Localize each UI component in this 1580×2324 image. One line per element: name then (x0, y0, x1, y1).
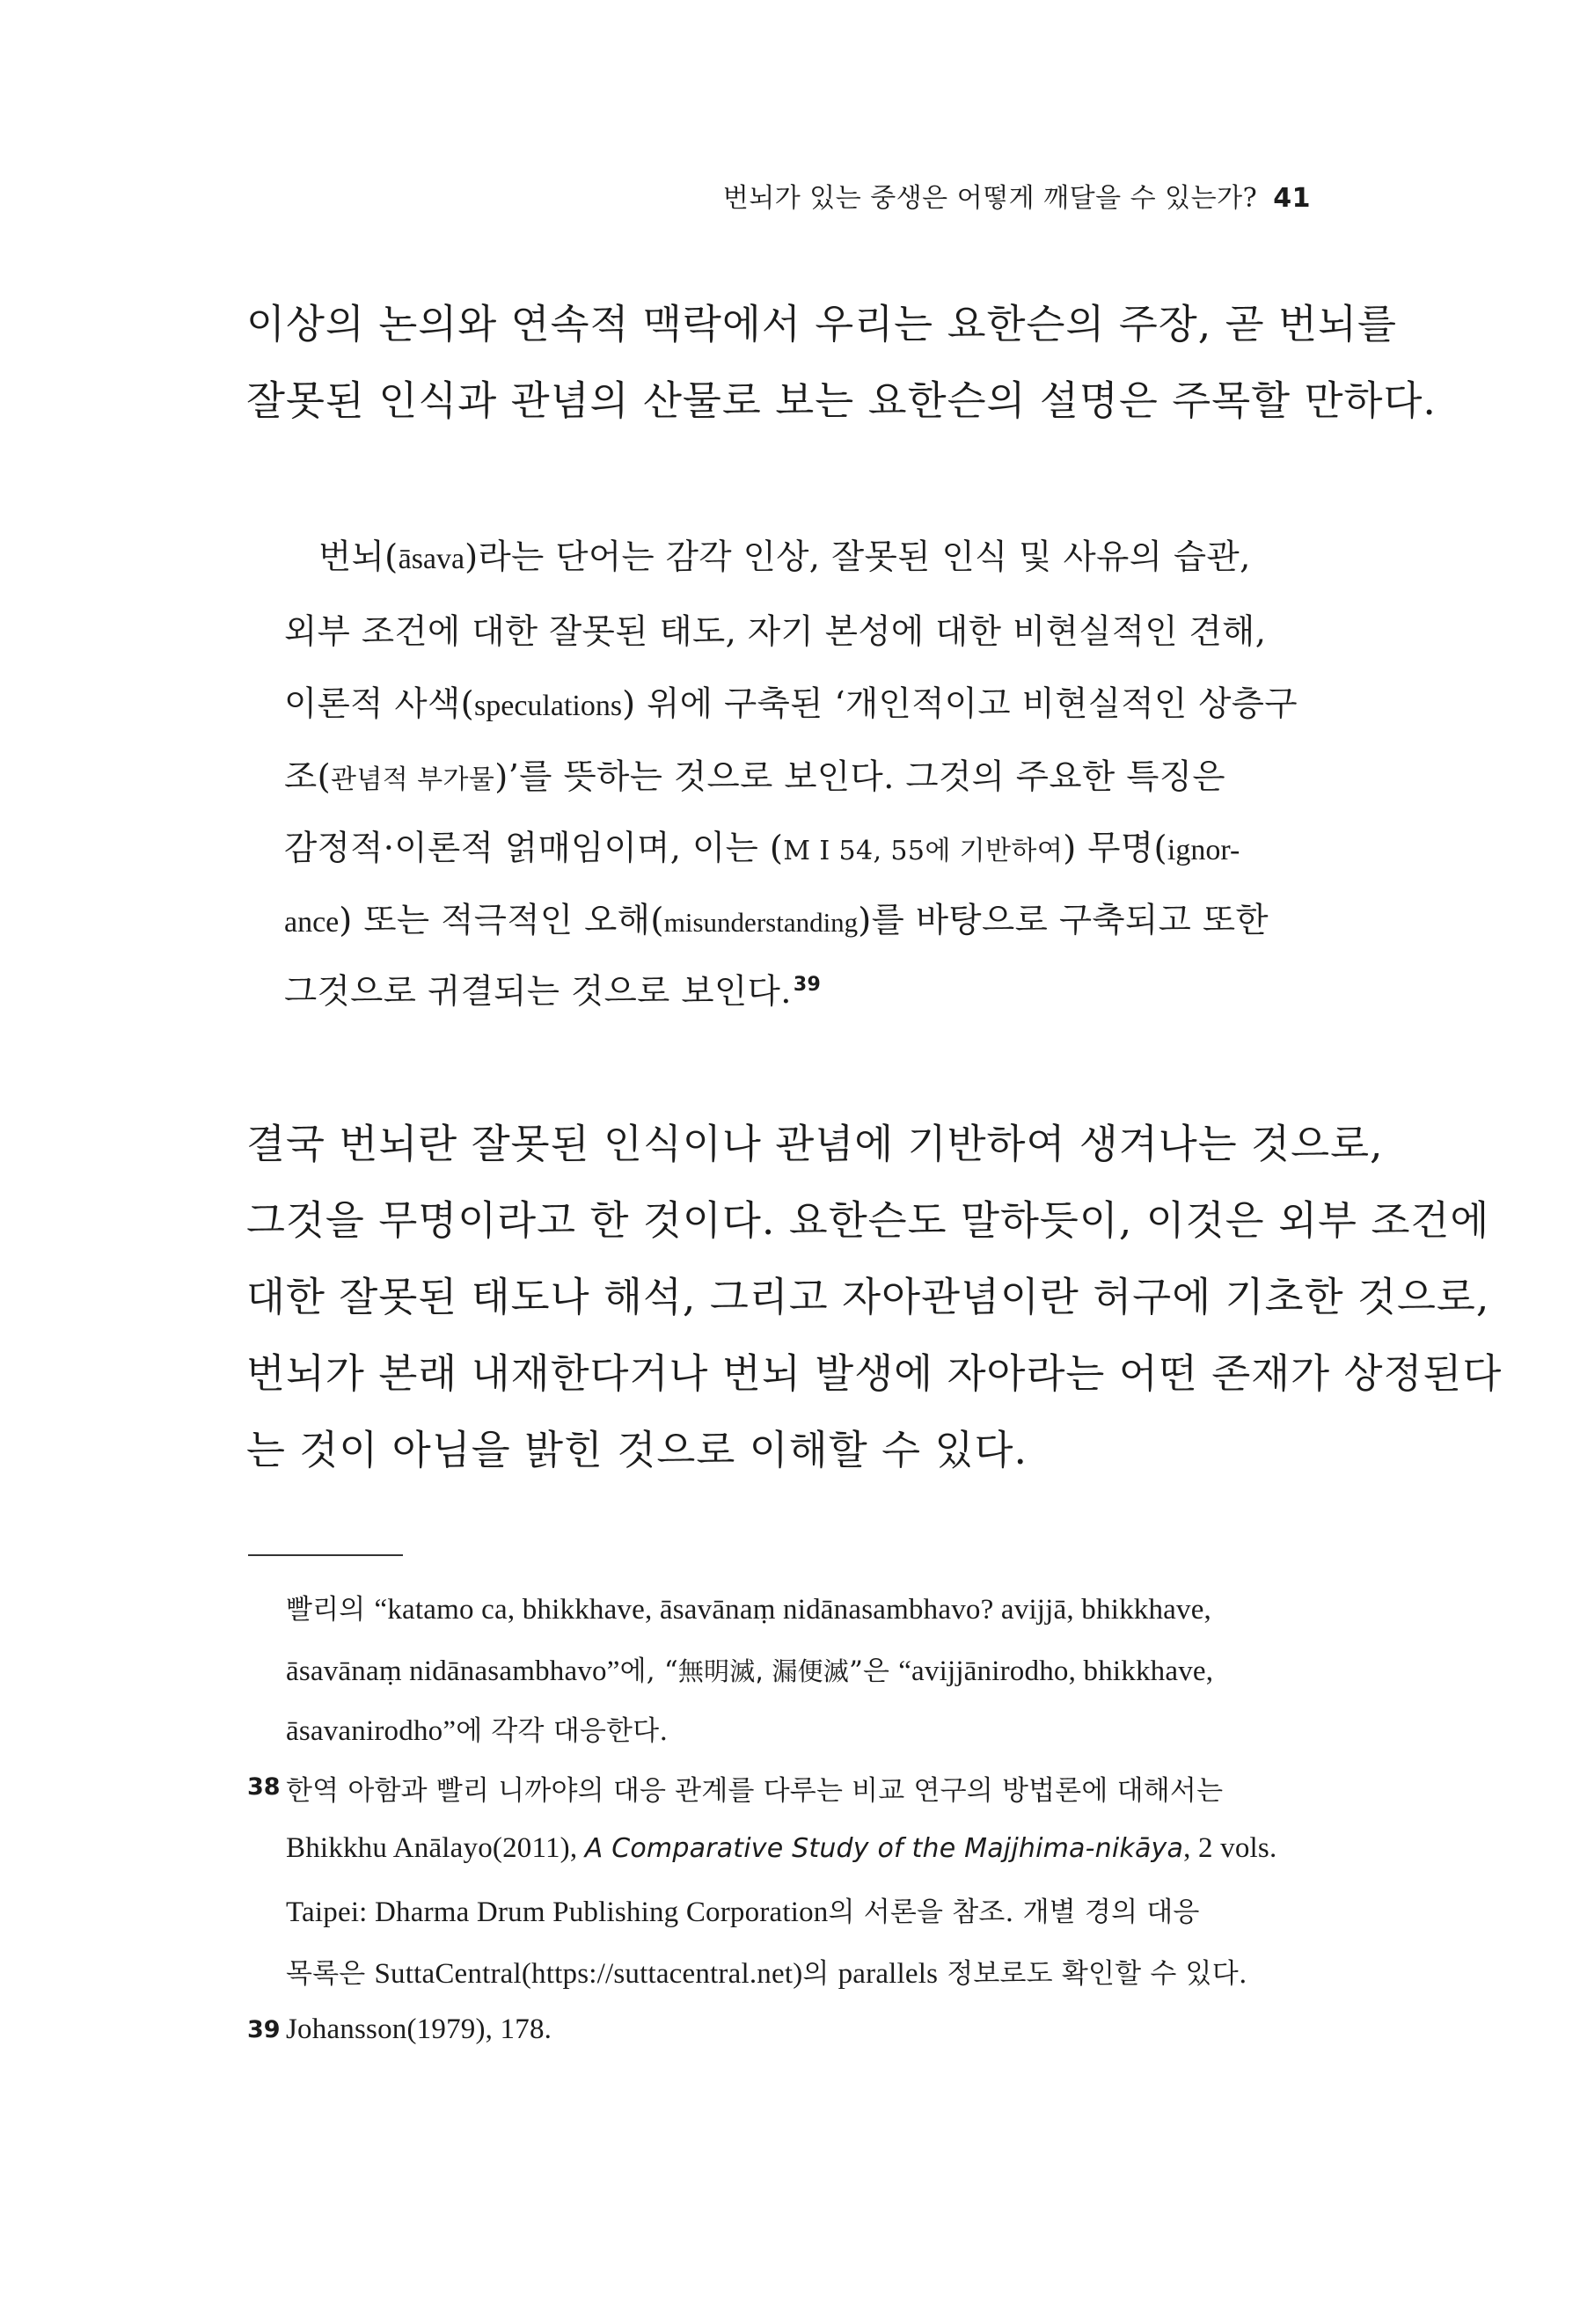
quote-text: )라는 단어는 감각 인상, 잘못된 인식 및 사유의 습관, (464, 537, 1251, 577)
footnote-text: 의 (802, 1958, 838, 1990)
footnote-term: parallels (838, 1958, 939, 1990)
quote-text: ) 무명( (1063, 829, 1167, 868)
footnote-38-line-3 (286, 1889, 1200, 1929)
footnote-citation: Taipei: Dharma Drum Publishing Corporation (286, 1896, 829, 1928)
quote-text: )’를 뜻하는 것으로 보인다. 그것의 주요한 특징은 (494, 757, 1225, 797)
footnote-text: 목록은 (286, 1958, 375, 1990)
quote-text: 이론적 사색( (284, 684, 475, 724)
quote-term: ignor- (1167, 834, 1240, 866)
quote-text: ) 또는 적극적인 오해( (339, 901, 664, 940)
footnote-text: 에, “ (619, 1655, 678, 1687)
footnote-text: 에 각각 대응한다. (456, 1715, 669, 1747)
footnote-38-line-2 (286, 1830, 1276, 1865)
quote-line-4 (284, 750, 1225, 799)
footnote-citation: Johansson(1979), 178. (286, 2013, 552, 2045)
footnote-citation: , 2 vols. (1183, 1832, 1277, 1864)
quote-text: 그것으로 귀결되는 것으로 보인다. (284, 972, 792, 1012)
quote-term: speculations (474, 690, 623, 722)
page-number: 41 (1273, 183, 1311, 214)
running-title: 번뇌가 있는 중생은 어떻게 깨달을 수 있는가? (722, 183, 1258, 214)
paragraph-1-line-2: 잘못된 인식과 관념의 산물로 보는 요한슨의 설명은 주목할 만하다. (246, 377, 1437, 424)
paragraph-2-line-5: 는 것이 아님을 밝힌 것으로 이해할 수 있다. (246, 1427, 1028, 1473)
quote-text: 조( (284, 757, 332, 797)
paragraph-1-line-1: 이상의 논의와 연속적 맥락에서 우리는 요한슨의 주장, 곧 번뇌를 (246, 301, 1397, 347)
quote-citation: M I 54, 55에 기반하여 (783, 836, 1064, 866)
paragraph-2-line-3: 대한 잘못된 태도나 해석, 그리고 자아관념이란 허구에 기초한 것으로, (246, 1274, 1490, 1320)
quote-line-7 (284, 965, 821, 1013)
quote-line-5 (284, 822, 1240, 870)
footnote-citation: Bhikkhu Anālayo(2011), (286, 1832, 585, 1864)
footnote-url[interactable]: SuttaCentral(https://suttacentral.net) (374, 1958, 803, 1990)
footnote-number-38: 38 (247, 1773, 281, 1801)
footnote-39-line-1 (286, 2011, 552, 2046)
footnote-book-title: A Comparative Study of the Majjhima-nikāya (584, 1833, 1184, 1864)
quote-term: misunderstanding (663, 907, 859, 938)
quote-term: āsava (398, 543, 465, 575)
footnote-continued-line-3 (286, 1708, 668, 1748)
quote-line-2: 외부 조건에 대한 잘못된 태도, 자기 본성에 대한 비현실적인 견해, (284, 612, 1267, 652)
quote-line-1 (318, 530, 1251, 579)
footnote-38-line-4 (286, 1951, 1247, 1991)
footnote-pali: āsavānaṃ nidānasambhavo” (286, 1655, 620, 1687)
footnote-text: 의 서론을 참조. 개별 경의 대응 (828, 1896, 1200, 1928)
quote-text: )를 바탕으로 구축되고 또한 (858, 901, 1269, 940)
quote-term: 관념적 부가물 (331, 764, 495, 795)
footnote-reference-39[interactable]: 39 (793, 974, 822, 996)
footnote-chinese: 無明滅, 漏便滅 (677, 1656, 849, 1686)
quote-text: ) 위에 구축된 ‘개인적이고 비현실적인 상층구 (622, 684, 1298, 724)
footnote-pali: “katamo ca, bhikkhave, āsavānaṃ nidānasambhavo? avijjā, bhikkhave, (374, 1594, 1212, 1626)
footnote-continued-line-2 (286, 1648, 1213, 1688)
quote-text: 감정적·이론적 얽매임이며, 이는 ( (284, 829, 784, 868)
quote-text: 번뇌( (318, 537, 399, 577)
footnote-38-line-1 (286, 1768, 1223, 1808)
footnote-pali: āsavanirodho” (286, 1715, 457, 1747)
quote-term: ance (284, 906, 340, 939)
footnote-text: 빨리의 (286, 1594, 375, 1626)
running-head (723, 176, 1311, 215)
footnote-text: 한역 아함과 빨리 니까야의 대응 관계를 다루는 비교 연구의 방법론에 대해서는 (286, 1775, 1224, 1807)
footnote-number-39: 39 (247, 2016, 281, 2043)
footnote-text: 정보로도 확인할 수 있다. (938, 1958, 1247, 1990)
footnote-continued-line-1 (286, 1587, 1211, 1626)
quote-line-6 (284, 894, 1269, 942)
paragraph-2-line-2: 그것을 무명이라고 한 것이다. 요한슨도 말하듯이, 이것은 외부 조건에 (246, 1197, 1490, 1244)
footnote-pali: “avijjānirodho, bhikkhave, (898, 1655, 1214, 1687)
quote-line-3 (284, 677, 1298, 726)
paragraph-2-line-1: 결국 번뇌란 잘못된 인식이나 관념에 기반하여 생겨나는 것으로, (246, 1121, 1384, 1167)
paragraph-2-line-4: 번뇌가 본래 내재한다거나 번뇌 발생에 자아라는 어떤 존재가 상정된다 (246, 1350, 1503, 1397)
footnote-divider (248, 1554, 403, 1556)
footnote-text: ”은 (848, 1655, 899, 1687)
